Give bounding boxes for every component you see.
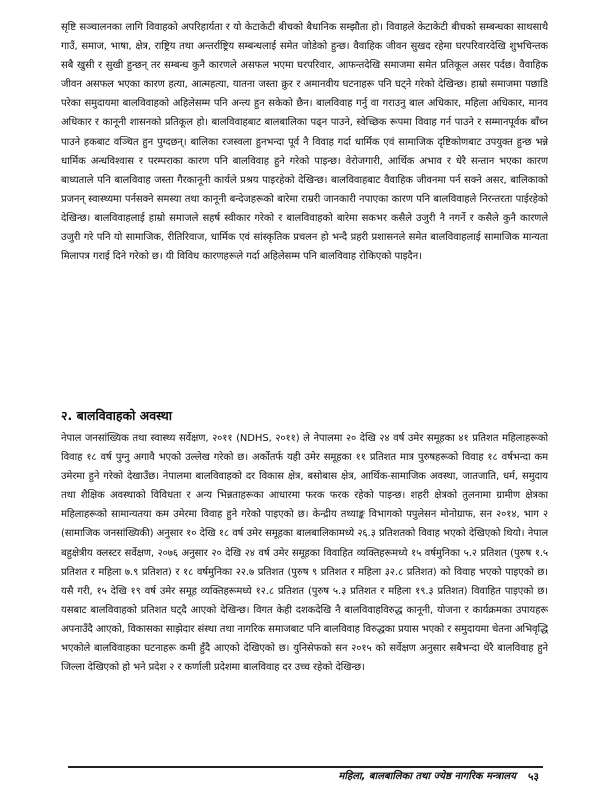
page-footer [0,763,600,793]
page-number: ५३ [528,771,539,783]
footer-divider [68,766,543,768]
footer-ministry-name: महिला, बालबालिका तथा ज्येष्ठ नागरिक मन्त्रालय [338,771,516,782]
section-heading: २. बालविवाहको अवस्था [61,408,172,423]
paragraph-status: नेपाल जनसांख्यिक तथा स्वास्थ्य सर्वेक्षण, २०११ (NDHS, २०११) ले नेपालमा २० देखि २४ वर्ष उमेर समूहका ४१ प्रतिशत महिलाहरूको विवाह १८ वर्ष पुग्नु अगावै भएको उल्लेख गरेको छ। अर्कोतर्फ यही उमेर समूहका ११ प्रतिशत मात्र पुरुषहरूको विवाह १८ वर्षभन्दा कम उमेरमा हुने गरेको देखाउँछ। नेपालमा बालविवाहको दर विकास क्षेत्र, बसोबास क्षेत्र, आर्थिक-सामाजिक अवस्था, जातजाति, धर्म, समुदाय तथा शैक्षिक अवस्थाको विविधता र अन्य भिन्नताहरूका आधारमा फरक फरक रहेको पाइन्छ। शहरी क्षेत्रको तुलनामा ग्रामीण क्षेत्रका महिलाहरूको सामान्यतया कम उमेरमा विवाह हुने गरेको पाइएको छ। केन्द्रीय तथ्याङ्क विभागको पपुलेसन मोनोग्राफ, सन २०१४, भाग २ (सामाजिक जनसांख्यिकी) अनुसार १० देखि १८ वर्ष उमेर समूहका बालबालिकामध्ये २६.३ प्रतिशतको विवाह भएको देखिएको थियो। नेपाल बहुक्षेत्रीय क्लस्टर सर्वेक्षण, २०७६ अनुसार २० देखि २४ वर्ष उमेर समूहका विवाहित व्यक्तिहरूमध्ये १५ वर्षमुनिका ५.२ प्रतिशत (पुरुष १.५ प्रतिशत र महिला ७.९ प्रतिशत) र १८ वर्षमुनिका २२.७ प्रतिशत (पुरुष ९ प्रतिशत र महिला ३२.८ प्रतिशत) को विवाह भएको पाइएको छ। यसै गरी, १५ देखि १९ वर्ष उमेर समूह व्यक्तिहरूमध्ये १२.८ प्रतिशत (पुरुष ५.३ प्रतिशत र महिला १९.३ प्रतिशत) विवाहित पाइएको छ। यसबाट बालविवाहको प्रतिशत घट्दै आएको देखिन्छ। विगत केही दशकदेखि नै बालविवाहविरुद्ध कानूनी, योजना र कार्यक्रमका उपायहरू अपनाउँदै आएको, विकासका साझेदार संस्था तथा नागरिक समाजबाट पनि बालविवाह विरुद्धका प्रयास भएको र समुदायमा चेतना अभिवृद्धि भएकोले बालविवाहका घटनाहरू कमी हुँदै आएको देखिएको छ। युनिसेफको सन २०१५ को सर्वेक्षण अनुसार सबैभन्दा धेरै बालविवाह हुने जिल्ला देखिएको हो भने प्रदेश २ र कर्णाली प्रदेशमा बालविवाह दर उच्च रहेको देखिन्छ। [61,433,548,674]
paragraph-intro: सृष्टि सञ्चालनका लागि विवाहको अपरिहार्यता र यो केटाकेटी बीचको बैधानिक सम्झौता हो। विवाहले केटाकेटी बीचको सम्बन्धका साथसाथै गाउँ, समाज, भाषा, क्षेत्र, राष्ट्रिय तथा अन्तर्राष्ट्रिय सम्बन्धलाई समेत जोडेको हुन्छ। वैवाहिक जीवन सुखद रहेमा घरपरिवारदेखि शुभचिन्तक सबै खुसी र सुखी हुन्छन् तर सम्बन्ध कुनै कारणले असफल भएमा घरपरिवार, आफन्तदेखि समाजमा समेत प्रतिकूल असर पर्दछ। वैवाहिक जीवन असफल भएका कारण हत्या, आत्महत्या, यातना जस्ता क्रुर र अमानवीय घटनाहरू पनि घट्ने गरेको देखिन्छ। हाम्रो समाजमा पछाडि परेका समुदायमा बालविवाहको अहिलेसम्म पनि अन्त्य हुन सकेको छैन। बालविवाह गर्नु वा गराउनु बाल अधिकार, महिला अधिकार, मानव अधिकार र कानूनी शासनको प्रतिकूल हो। बालविवाहबाट बालबालिका पढ्न पाउने, स्वेच्छिक रूपमा विवाह गर्न पाउने र सम्मानपूर्वक बाँच्न पाउने हकबाट वञ्चित हुन पुग्दछन्। बालिका रजस्वला हुनभन्दा पूर्व नै विवाह गर्दा धार्मिक एवं सामाजिक दृष्टिकोणबाट उपयुक्त हुन्छ भन्ने धार्मिक अन्धविश्वास र परम्पराका कारण पनि बालविवाह हुने गरेको पाइन्छ। वेरोजगारी, आर्थिक अभाव र धेरै सन्तान भएका कारण बाध्यताले पनि बालविवाह जस्ता गैरकानूनी कार्यले प्रश्रय पाइरहेको देखिन्छ। बालविवाहबाट वैवाहिक जीवनमा पर्न सक्ने असर, बालिकाको प्रजनन् स्वास्थ्यमा पर्नसक्ने समस्या तथा कानूनी बन्देजहरूको बारेमा राम्ररी जानकारी नपाएका कारण पनि बालविवाहले निरन्तरता पाईरहेको देखिन्छ। बालविवाहलाई हाम्रो समाजले सहर्ष स्वीकार गरेको र बालविवाहको बारेमा सकभर कसैले उजुरी नै नगर्ने र कसैले कुनै कारणले उजुरी गरे पनि यो सामाजिक, रीतिरिवाज, धार्मिक एवं सांस्कृतिक प्रचलन हो भन्दै प्रहरी प्रशासनले समेत बालविवाहलाई सामाजिक मान्यता मिलापत्र गराई दिने गरेको छ। यी विविध कारणहरूले गर्दा अहिलेसम्म पनि बालविवाह रोकिएको पाइदैन। [61,22,548,263]
